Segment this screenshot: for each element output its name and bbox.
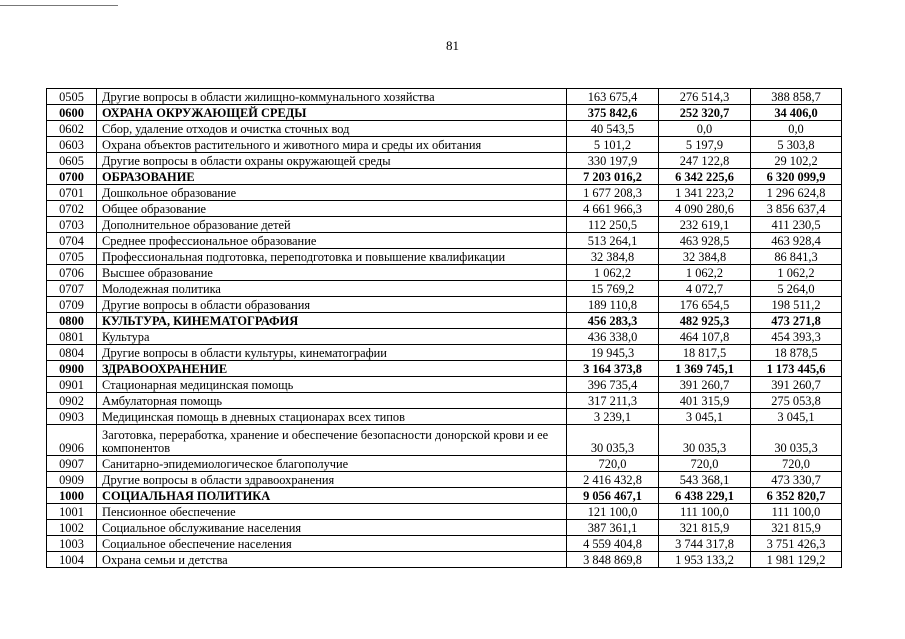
amount-year-3: 473 271,8 <box>751 313 842 329</box>
section-code: 0909 <box>47 472 97 488</box>
section-code: 0505 <box>47 89 97 105</box>
table-row <box>47 345 842 361</box>
amount-year-2: 30 035,3 <box>659 425 751 456</box>
amount-year-1: 436 338,0 <box>567 329 659 345</box>
amount-year-1: 2 416 432,8 <box>567 472 659 488</box>
table-row <box>47 281 842 297</box>
amount-year-2: 1 369 745,1 <box>659 361 751 377</box>
table-row <box>47 425 842 456</box>
amount-year-2: 401 315,9 <box>659 393 751 409</box>
section-code: 0703 <box>47 217 97 233</box>
section-name: СОЦИАЛЬНАЯ ПОЛИТИКА <box>97 488 567 504</box>
amount-year-1: 456 283,3 <box>567 313 659 329</box>
amount-year-1: 387 361,1 <box>567 520 659 536</box>
amount-year-3: 0,0 <box>751 121 842 137</box>
amount-year-3: 720,0 <box>751 456 842 472</box>
amount-year-3: 111 100,0 <box>751 504 842 520</box>
amount-year-3: 1 296 624,8 <box>751 185 842 201</box>
section-name: Санитарно-эпидемиологическое благополучие <box>97 456 567 472</box>
budget-table <box>46 88 842 568</box>
table-row <box>47 504 842 520</box>
amount-year-3: 1 062,2 <box>751 265 842 281</box>
amount-year-3: 463 928,4 <box>751 233 842 249</box>
amount-year-3: 391 260,7 <box>751 377 842 393</box>
table-section-row <box>47 488 842 504</box>
section-code: 0707 <box>47 281 97 297</box>
amount-year-2: 111 100,0 <box>659 504 751 520</box>
amount-year-1: 19 945,3 <box>567 345 659 361</box>
amount-year-3: 321 815,9 <box>751 520 842 536</box>
table-row <box>47 393 842 409</box>
amount-year-2: 276 514,3 <box>659 89 751 105</box>
table-row <box>47 153 842 169</box>
amount-year-2: 720,0 <box>659 456 751 472</box>
section-code: 1002 <box>47 520 97 536</box>
amount-year-2: 391 260,7 <box>659 377 751 393</box>
section-code: 0801 <box>47 329 97 345</box>
amount-year-3: 473 330,7 <box>751 472 842 488</box>
section-name: Дополнительное образование детей <box>97 217 567 233</box>
table-row <box>47 233 842 249</box>
section-code: 0901 <box>47 377 97 393</box>
amount-year-2: 543 368,1 <box>659 472 751 488</box>
amount-year-1: 32 384,8 <box>567 249 659 265</box>
amount-year-3: 6 320 099,9 <box>751 169 842 185</box>
section-name: Социальное обслуживание населения <box>97 520 567 536</box>
section-code: 0906 <box>47 425 97 456</box>
section-name: Другие вопросы в области жилищно-коммунального хозяйства <box>97 89 567 105</box>
amount-year-3: 5 264,0 <box>751 281 842 297</box>
table-row <box>47 536 842 552</box>
amount-year-1: 3 164 373,8 <box>567 361 659 377</box>
table-row <box>47 520 842 536</box>
amount-year-1: 375 842,6 <box>567 105 659 121</box>
section-name: Другие вопросы в области культуры, кинематографии <box>97 345 567 361</box>
section-name: Охрана семьи и детства <box>97 552 567 568</box>
section-name: Стационарная медицинская помощь <box>97 377 567 393</box>
amount-year-1: 330 197,9 <box>567 153 659 169</box>
section-code: 1001 <box>47 504 97 520</box>
section-name: Пенсионное обеспечение <box>97 504 567 520</box>
amount-year-1: 317 211,3 <box>567 393 659 409</box>
section-name: Другие вопросы в области охраны окружающей среды <box>97 153 567 169</box>
amount-year-1: 5 101,2 <box>567 137 659 153</box>
table-row <box>47 552 842 568</box>
section-code: 0700 <box>47 169 97 185</box>
amount-year-2: 3 744 317,8 <box>659 536 751 552</box>
section-code: 1004 <box>47 552 97 568</box>
amount-year-1: 9 056 467,1 <box>567 488 659 504</box>
amount-year-1: 1 062,2 <box>567 265 659 281</box>
section-code: 0706 <box>47 265 97 281</box>
amount-year-3: 388 858,7 <box>751 89 842 105</box>
table-row <box>47 89 842 105</box>
scan-corner-mark <box>0 5 118 6</box>
section-code: 0602 <box>47 121 97 137</box>
table-row <box>47 456 842 472</box>
amount-year-3: 29 102,2 <box>751 153 842 169</box>
section-name: Общее образование <box>97 201 567 217</box>
section-code: 0900 <box>47 361 97 377</box>
amount-year-3: 411 230,5 <box>751 217 842 233</box>
amount-year-3: 454 393,3 <box>751 329 842 345</box>
amount-year-1: 121 100,0 <box>567 504 659 520</box>
section-code: 0709 <box>47 297 97 313</box>
section-name: Дошкольное образование <box>97 185 567 201</box>
section-name: КУЛЬТУРА, КИНЕМАТОГРАФИЯ <box>97 313 567 329</box>
section-code: 0600 <box>47 105 97 121</box>
table-row <box>47 265 842 281</box>
amount-year-1: 189 110,8 <box>567 297 659 313</box>
section-name: Другие вопросы в области здравоохранения <box>97 472 567 488</box>
amount-year-1: 30 035,3 <box>567 425 659 456</box>
section-code: 0705 <box>47 249 97 265</box>
amount-year-3: 34 406,0 <box>751 105 842 121</box>
amount-year-3: 3 045,1 <box>751 409 842 425</box>
amount-year-2: 3 045,1 <box>659 409 751 425</box>
table-row <box>47 409 842 425</box>
amount-year-3: 18 878,5 <box>751 345 842 361</box>
section-code: 0804 <box>47 345 97 361</box>
amount-year-1: 513 264,1 <box>567 233 659 249</box>
amount-year-1: 3 848 869,8 <box>567 552 659 568</box>
table-row <box>47 137 842 153</box>
amount-year-2: 176 654,5 <box>659 297 751 313</box>
table-row <box>47 377 842 393</box>
section-name: Среднее профессиональное образование <box>97 233 567 249</box>
table-section-row <box>47 361 842 377</box>
table-row <box>47 329 842 345</box>
amount-year-1: 7 203 016,2 <box>567 169 659 185</box>
table-row <box>47 297 842 313</box>
amount-year-1: 15 769,2 <box>567 281 659 297</box>
section-code: 0907 <box>47 456 97 472</box>
section-code: 1000 <box>47 488 97 504</box>
amount-year-3: 86 841,3 <box>751 249 842 265</box>
section-name: Культура <box>97 329 567 345</box>
table-row <box>47 217 842 233</box>
amount-year-2: 4 072,7 <box>659 281 751 297</box>
section-code: 0702 <box>47 201 97 217</box>
section-name: ОБРАЗОВАНИЕ <box>97 169 567 185</box>
section-name: Медицинская помощь в дневных стационарах всех типов <box>97 409 567 425</box>
amount-year-2: 6 438 229,1 <box>659 488 751 504</box>
section-name: Охрана объектов растительного и животного мира и среды их обитания <box>97 137 567 153</box>
amount-year-3: 275 053,8 <box>751 393 842 409</box>
amount-year-2: 5 197,9 <box>659 137 751 153</box>
amount-year-3: 30 035,3 <box>751 425 842 456</box>
amount-year-3: 1 981 129,2 <box>751 552 842 568</box>
section-name: Заготовка, переработка, хранение и обеспечение безопасности донорской крови и ее компонентов <box>97 425 567 456</box>
section-code: 0704 <box>47 233 97 249</box>
amount-year-2: 252 320,7 <box>659 105 751 121</box>
table-row <box>47 185 842 201</box>
amount-year-1: 112 250,5 <box>567 217 659 233</box>
amount-year-2: 32 384,8 <box>659 249 751 265</box>
section-name: Социальное обеспечение населения <box>97 536 567 552</box>
budget-table-body <box>47 89 842 568</box>
page-number: 81 <box>446 38 459 53</box>
section-name: Сбор, удаление отходов и очистка сточных вод <box>97 121 567 137</box>
amount-year-3: 1 173 445,6 <box>751 361 842 377</box>
amount-year-2: 1 953 133,2 <box>659 552 751 568</box>
amount-year-1: 720,0 <box>567 456 659 472</box>
amount-year-2: 4 090 280,6 <box>659 201 751 217</box>
table-row <box>47 121 842 137</box>
amount-year-1: 4 661 966,3 <box>567 201 659 217</box>
amount-year-1: 163 675,4 <box>567 89 659 105</box>
amount-year-3: 198 511,2 <box>751 297 842 313</box>
amount-year-2: 1 062,2 <box>659 265 751 281</box>
amount-year-2: 232 619,1 <box>659 217 751 233</box>
section-code: 0603 <box>47 137 97 153</box>
section-name: Другие вопросы в области образования <box>97 297 567 313</box>
amount-year-2: 482 925,3 <box>659 313 751 329</box>
amount-year-1: 4 559 404,8 <box>567 536 659 552</box>
table-section-row <box>47 105 842 121</box>
amount-year-1: 3 239,1 <box>567 409 659 425</box>
amount-year-2: 463 928,5 <box>659 233 751 249</box>
amount-year-1: 396 735,4 <box>567 377 659 393</box>
section-name: Профессиональная подготовка, переподготовка и повышение квалификации <box>97 249 567 265</box>
table-row <box>47 201 842 217</box>
amount-year-2: 1 341 223,2 <box>659 185 751 201</box>
section-code: 1003 <box>47 536 97 552</box>
section-code: 0903 <box>47 409 97 425</box>
amount-year-1: 1 677 208,3 <box>567 185 659 201</box>
section-code: 0800 <box>47 313 97 329</box>
amount-year-2: 0,0 <box>659 121 751 137</box>
amount-year-3: 5 303,8 <box>751 137 842 153</box>
amount-year-2: 18 817,5 <box>659 345 751 361</box>
table-section-row <box>47 313 842 329</box>
section-name: ОХРАНА ОКРУЖАЮЩЕЙ СРЕДЫ <box>97 105 567 121</box>
amount-year-3: 3 751 426,3 <box>751 536 842 552</box>
section-name: ЗДРАВООХРАНЕНИЕ <box>97 361 567 377</box>
table-row <box>47 472 842 488</box>
amount-year-3: 3 856 637,4 <box>751 201 842 217</box>
amount-year-3: 6 352 820,7 <box>751 488 842 504</box>
section-name: Высшее образование <box>97 265 567 281</box>
section-code: 0701 <box>47 185 97 201</box>
amount-year-1: 40 543,5 <box>567 121 659 137</box>
section-code: 0605 <box>47 153 97 169</box>
amount-year-2: 464 107,8 <box>659 329 751 345</box>
section-name: Амбулаторная помощь <box>97 393 567 409</box>
table-row <box>47 249 842 265</box>
amount-year-2: 6 342 225,6 <box>659 169 751 185</box>
section-name: Молодежная политика <box>97 281 567 297</box>
amount-year-2: 247 122,8 <box>659 153 751 169</box>
section-code: 0902 <box>47 393 97 409</box>
amount-year-2: 321 815,9 <box>659 520 751 536</box>
table-section-row <box>47 169 842 185</box>
